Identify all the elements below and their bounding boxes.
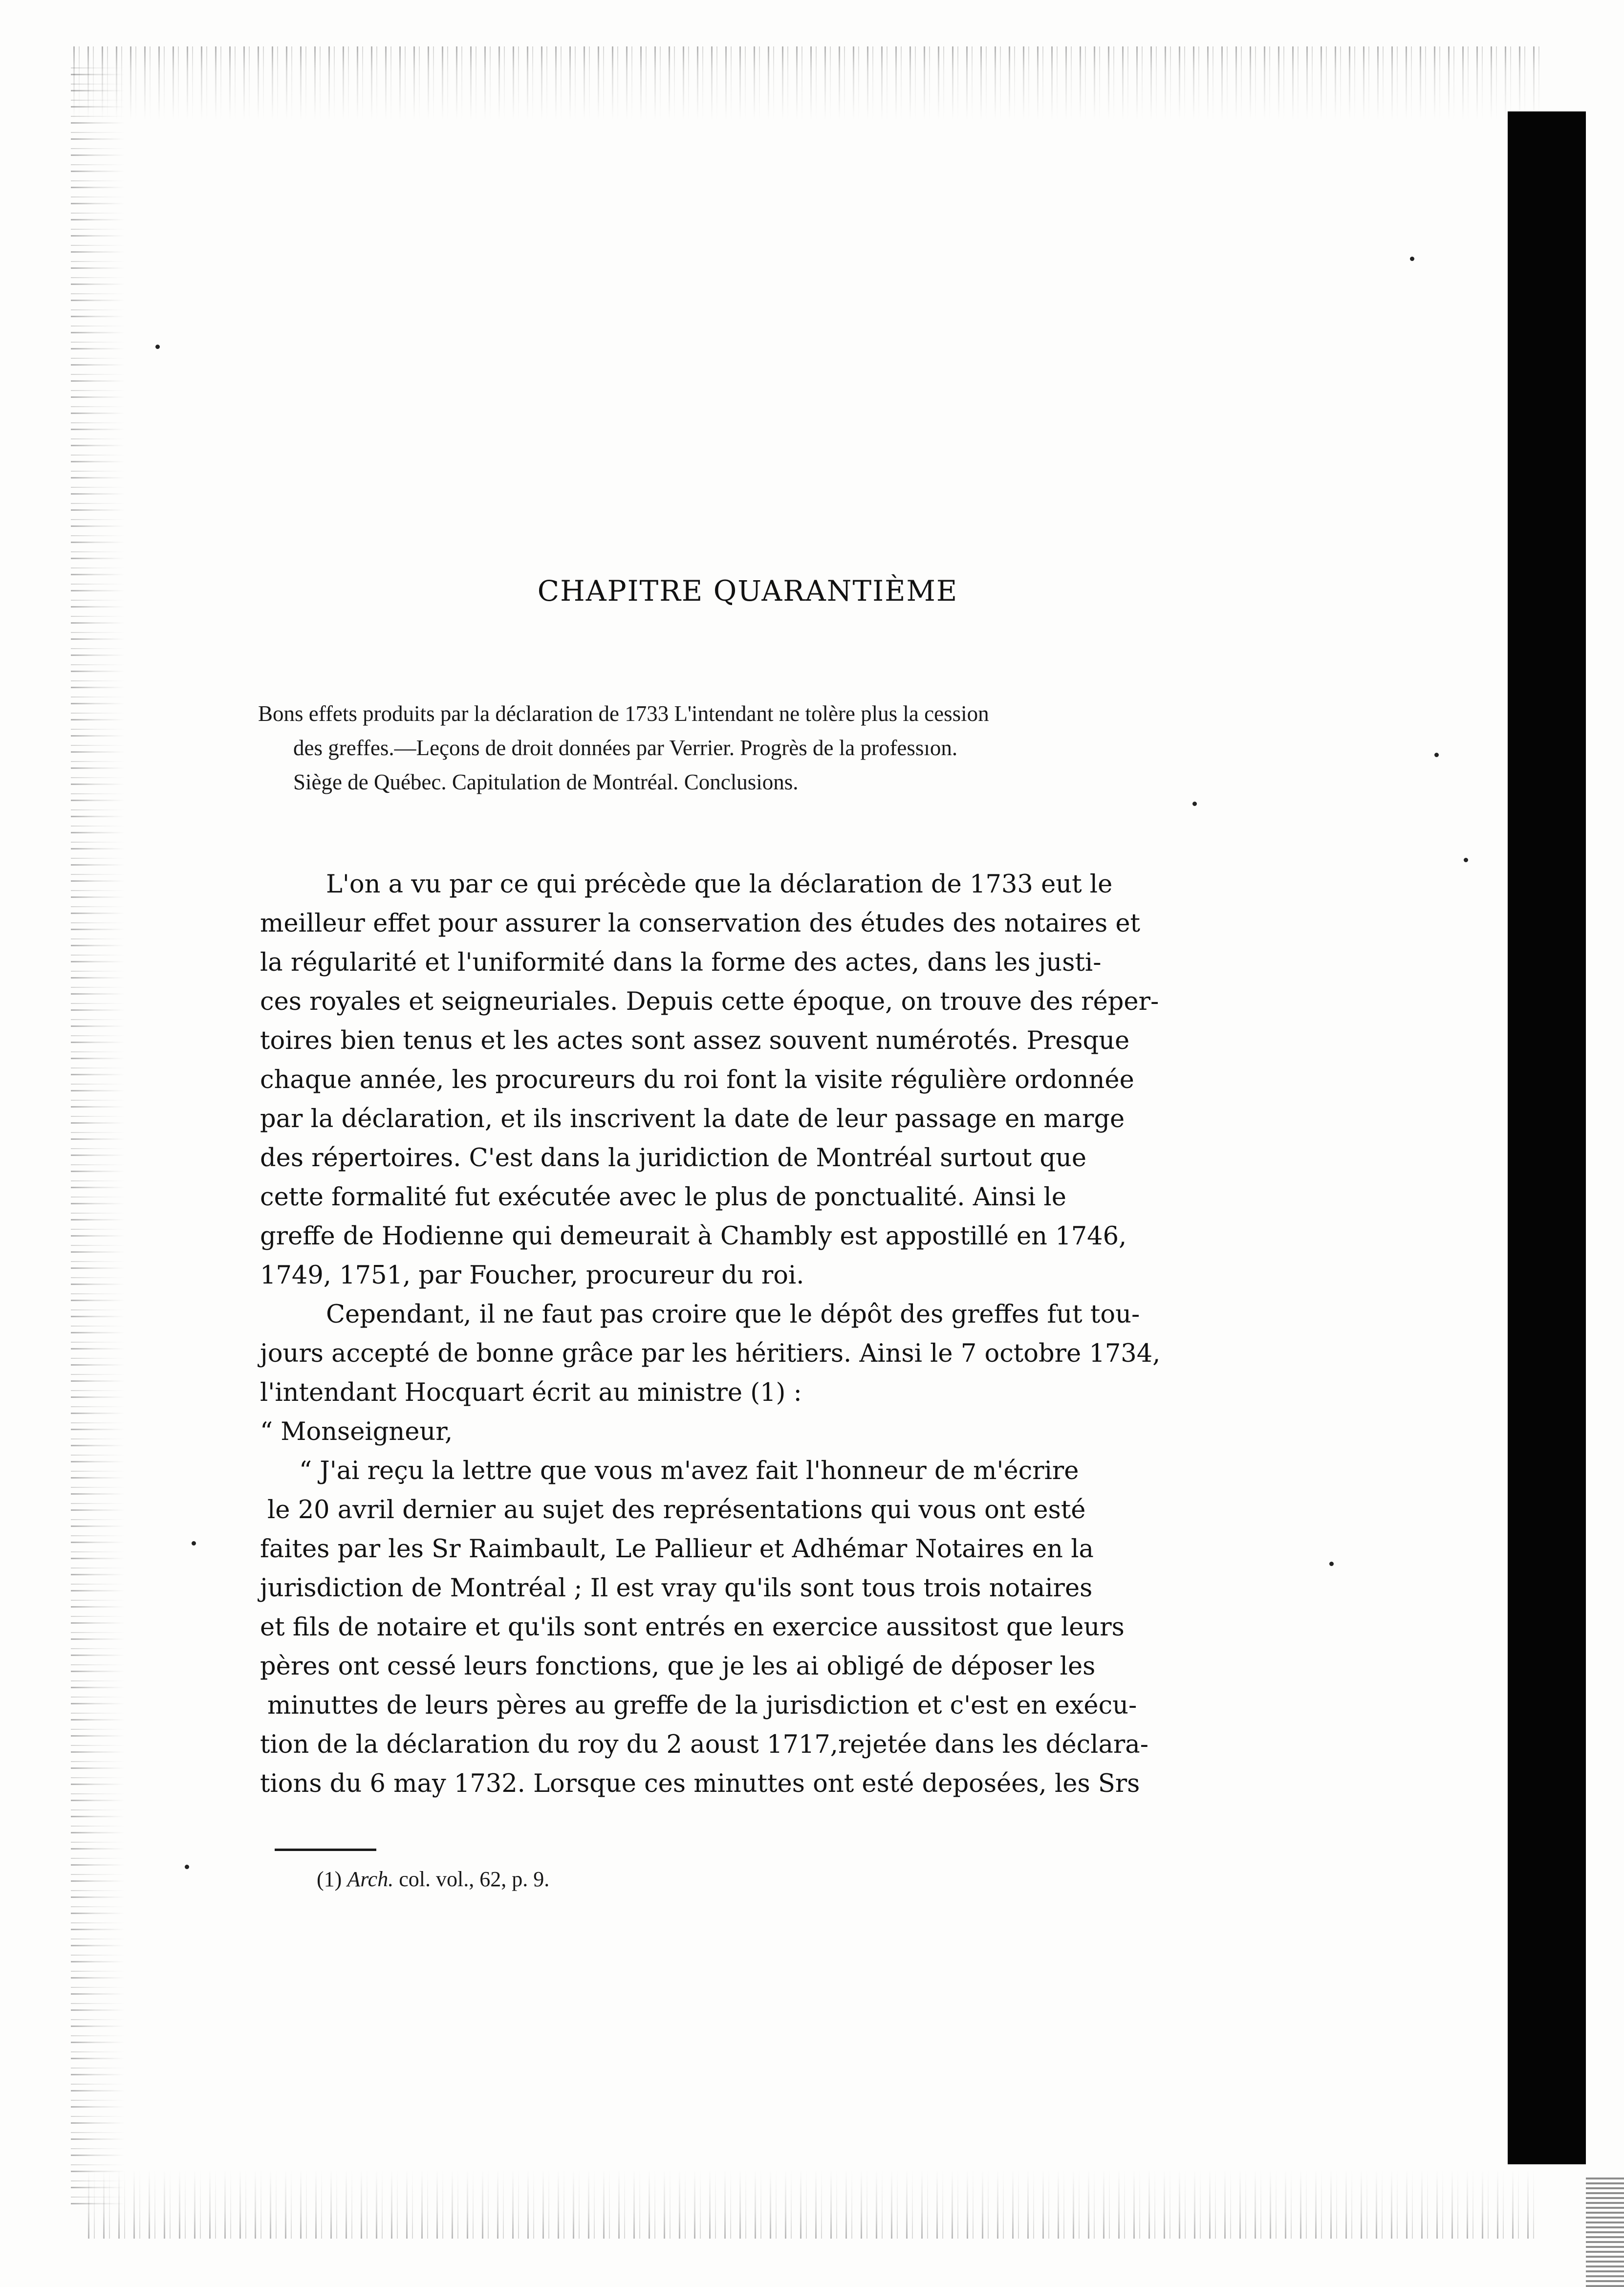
footnote-number: (1) <box>317 1867 342 1891</box>
body-line: meilleur effet pour assurer la conservation des études des notaires et <box>260 909 1141 938</box>
body-line: greffe de Hodienne qui demeurait à Chambly est appostillé en 1746, <box>260 1222 1127 1251</box>
body-line: l'intendant Hocquart écrit au ministre (1) : <box>260 1378 802 1407</box>
quote-line: jurisdiction de Montréal ; Il est vray qu'ils sont tous trois notaires <box>260 1574 1093 1603</box>
body-text <box>260 865 1242 1804</box>
body-line: cette formalité fut exécutée avec le plus de ponctualité. Ainsi le <box>260 1183 1066 1212</box>
body-line: ces royales et seigneuriales. Depuis cette époque, on trouve des réper- <box>260 987 1159 1016</box>
body-line: Cependant, il ne faut pas croire que le dépôt des greffes fut tou- <box>326 1300 1140 1329</box>
chapter-summary <box>258 697 1240 799</box>
footnote-reference: col. vol., 62, p. 9. <box>399 1867 550 1891</box>
scan-speck <box>155 345 160 349</box>
scan-speck <box>192 1541 196 1546</box>
quote-line: minuttes de leurs pères au greffe de la jurisdiction et c'est en exécu- <box>267 1691 1137 1720</box>
summary-line: Bons effets produits par la déclaration de 1733 L'intendant ne tolère plus la cession <box>258 701 989 726</box>
footnote <box>317 1865 549 1894</box>
scan-speck <box>1464 858 1468 862</box>
quote-line: et fils de notaire et qu'ils sont entrés en exercice aussitost que leurs <box>260 1613 1125 1642</box>
body-line: chaque année, les procureurs du roi font la visite régulière ordonnée <box>260 1066 1134 1094</box>
scan-binding-shadow <box>1508 111 1586 2164</box>
summary-line: des greffes.—Leçons de droit données par Verrier. Progrès de la professıon. <box>293 736 958 760</box>
body-line: la régularité et l'uniformité dans la forme des actes, dans les justi- <box>260 948 1102 977</box>
scan-edge-top <box>73 46 1539 120</box>
scan-speck <box>1329 1562 1334 1566</box>
scan-speck <box>1410 257 1414 261</box>
footnote-rule <box>275 1849 376 1851</box>
scan-edge-bottom <box>88 2170 1535 2239</box>
summary-line: Siège de Québec. Capitulation de Montréal. Conclusions. <box>293 770 799 794</box>
scan-speck <box>1192 802 1197 806</box>
body-line: des répertoires. C'est dans la juridiction de Montréal surtout que <box>260 1144 1087 1173</box>
body-line: toires bien tenus et les actes sont assez souvent numérotés. Presque <box>260 1026 1130 1055</box>
quote-line: “ J'ai reçu la lettre que vous m'avez fait l'honneur de m'écrire <box>299 1457 1079 1485</box>
quote-line: tions du 6 may 1732. Lorsque ces minuttes ont esté deposées, les Srs <box>260 1769 1140 1798</box>
body-line: par la déclaration, et ils inscrivent la date de leur passage en marge <box>260 1105 1125 1133</box>
salutation-line: “ Monseigneur, <box>260 1417 453 1446</box>
quote-line: tion de la déclaration du roy du 2 aoust 1717,rejetée dans les déclara- <box>260 1730 1148 1759</box>
body-line: jours accepté de bonne grâce par les héritiers. Ainsi le 7 octobre 1734, <box>260 1339 1161 1368</box>
scan-speck <box>1434 753 1439 757</box>
scan-speck <box>185 1865 189 1869</box>
quote-line: faites par les Sr Raimbault, Le Pallieur et Adhémar Notaires en la <box>260 1535 1094 1564</box>
body-line: 1749, 1751, par Foucher, procureur du roi. <box>260 1261 804 1290</box>
quote-line: pères ont cessé leurs fonctions, que je les ai obligé de déposer les <box>260 1652 1096 1681</box>
scan-corner-noise <box>1586 2175 1624 2287</box>
footnote-source: Arch. <box>347 1867 394 1891</box>
body-line: L'on a vu par ce qui précède que la déclaration de 1733 eut le <box>326 870 1113 899</box>
chapter-title: CHAPITRE QUARANTIÈME <box>537 574 958 608</box>
scan-edge-left <box>71 64 125 2204</box>
quote-line: le 20 avril dernier au sujet des représentations qui vous ont esté <box>267 1496 1086 1525</box>
